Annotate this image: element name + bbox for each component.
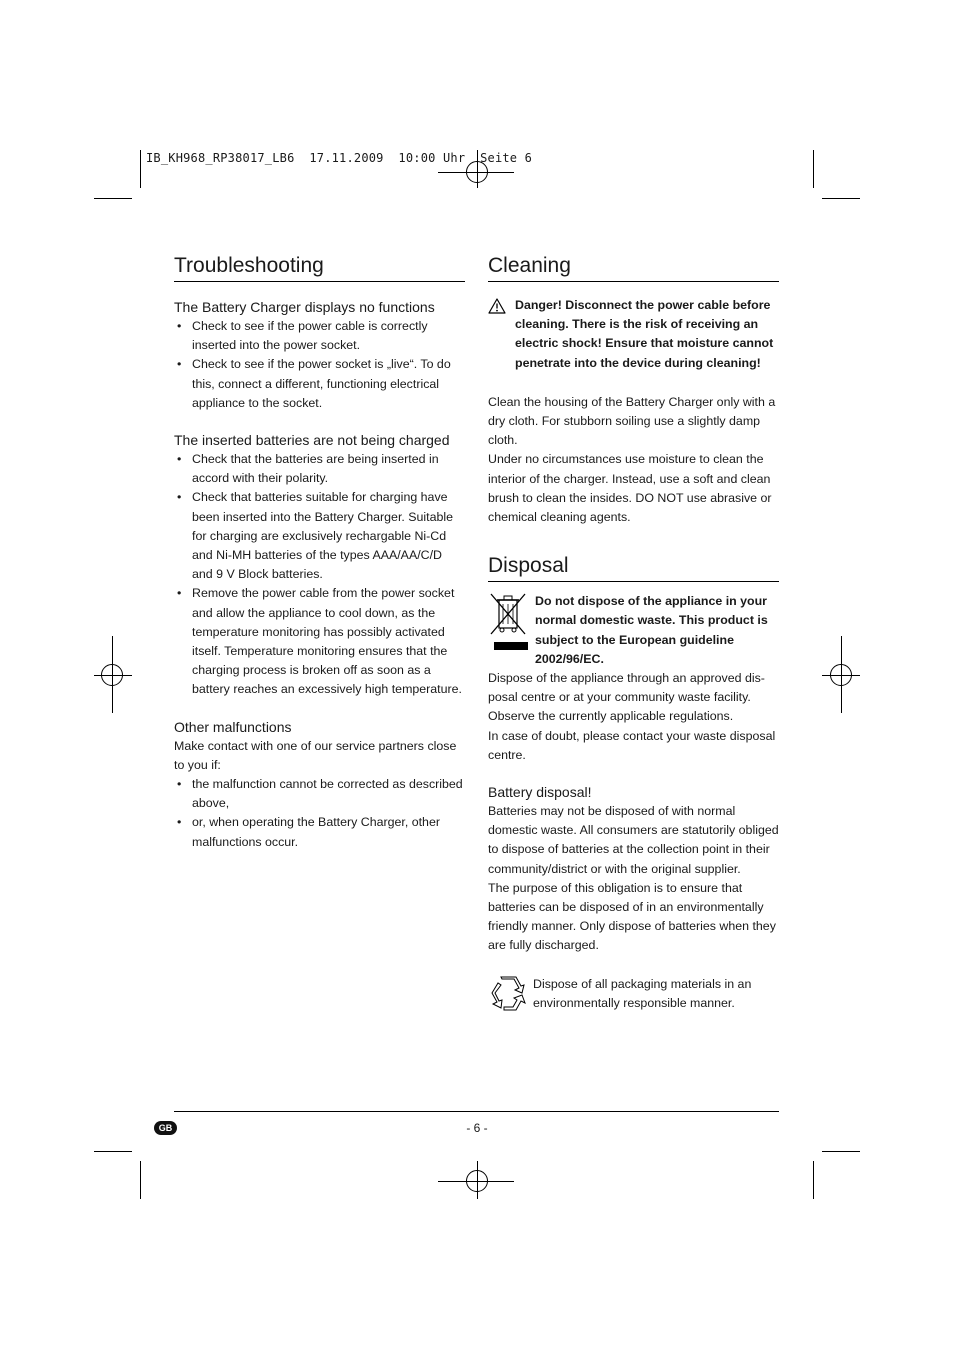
print-slug: IB_KH968_RP38017_LB6 17.11.2009 10:00 Uhr Seite 6 [146, 151, 533, 165]
disposal-paragraph-1: Dispose of the appliance through an approved dis-posal centre or at your community waste facility. Observe the currently applicable regulations. [488, 671, 765, 724]
other-malfunctions-heading: Other malfunctions [174, 718, 292, 735]
battery-disposal-heading: Battery disposal! [488, 784, 592, 801]
other-malfunctions-intro: Make contact with one of our service partners close to you if: [174, 738, 457, 772]
recycling-icon [488, 975, 533, 1018]
language-badge: GB [154, 1121, 177, 1135]
battery-disposal-paragraph-2: The purpose of this obligation is to ensure that batteries can be disposed of in an environmentally friendly manner. Only dispose of batteries when they are fully discharged. [488, 880, 776, 953]
list-item: • Check that batteries suitable for charging have been inserted into the Battery Charger. Suitable for charging are exclusively rechargable Ni-Cd and Ni-MH batteries of the types AAA/AA/C/D and 9 V Block batteries. [174, 488, 465, 584]
cleaning-disposal-column [488, 252, 779, 1018]
troubleshooting-column [174, 252, 465, 852]
no-function-list [174, 317, 465, 413]
warning-triangle-icon [488, 296, 515, 319]
weee-notice [488, 592, 779, 669]
packaging-notice-text: Dispose of all packaging materials in an environmentally responsible manner. [533, 976, 752, 1010]
list-item: • Check to see if the power socket is „live“. To do this, connect a different, functioning electrical appliance to the socket. [174, 355, 465, 413]
other-malfunctions-list [174, 775, 465, 852]
footer-divider [174, 1111, 779, 1112]
weee-notice-text: Do not dispose of the appliance in your normal domestic waste. This product is subject to the European guideline 2002/96/EC. [535, 594, 768, 666]
no-function-heading: The Battery Charger displays no functions [174, 299, 435, 315]
cleaning-paragraph-1: Clean the housing of the Battery Charger only with a dry cloth. For stubborn soiling use a slightly damp cloth. [488, 394, 776, 448]
list-item: • Check that the batteries are being inserted in accord with their polarity. [174, 450, 465, 488]
cleaning-title: Cleaning [488, 252, 779, 282]
list-item: • Check to see if the power cable is correctly inserted into the power socket. [174, 317, 465, 355]
not-charging-heading: The inserted batteries are not being charged [174, 432, 450, 449]
disposal-paragraph-2: In case of doubt, please contact your waste disposal centre. [488, 728, 776, 762]
disposal-title: Disposal [488, 552, 779, 582]
cleaning-warning [488, 296, 779, 373]
troubleshooting-title: Troubleshooting [174, 252, 465, 282]
cleaning-paragraph-2: Under no circumstances use moisture to clean the interior of the charger. Instead, use a soft and clean brush to clean the insides. DO NOT use abrasive or chemical cleaning agents. [488, 452, 772, 525]
list-item: • the malfunction cannot be corrected as described above, [174, 775, 465, 813]
not-charging-list [174, 450, 465, 700]
cleaning-warning-text: Danger! Disconnect the power cable before cleaning. There is the risk of receiving an electric shock! Ensure that moisture cannot penetrate into the device during cleaning! [515, 298, 774, 370]
list-item: • or, when operating the Battery Charger, other malfunctions occur. [174, 813, 465, 851]
battery-disposal-paragraph-1: Batteries may not be disposed of with normal domestic waste. All consumers are statutorily obliged to dispose of batteries at the collection point in their community/district or with the original supplier. [488, 804, 779, 876]
page-number: - 6 - [466, 1121, 488, 1135]
list-item: • Remove the power cable from the power socket and allow the appliance to cool down, as the temperature monitoring has possibly activated itself. Temperature monitoring ensures that the charging process is broken off as soon as a battery reaches an excessively high temperature. [174, 584, 465, 699]
crossed-out-bin-icon [488, 592, 535, 659]
packaging-notice [488, 975, 779, 1018]
